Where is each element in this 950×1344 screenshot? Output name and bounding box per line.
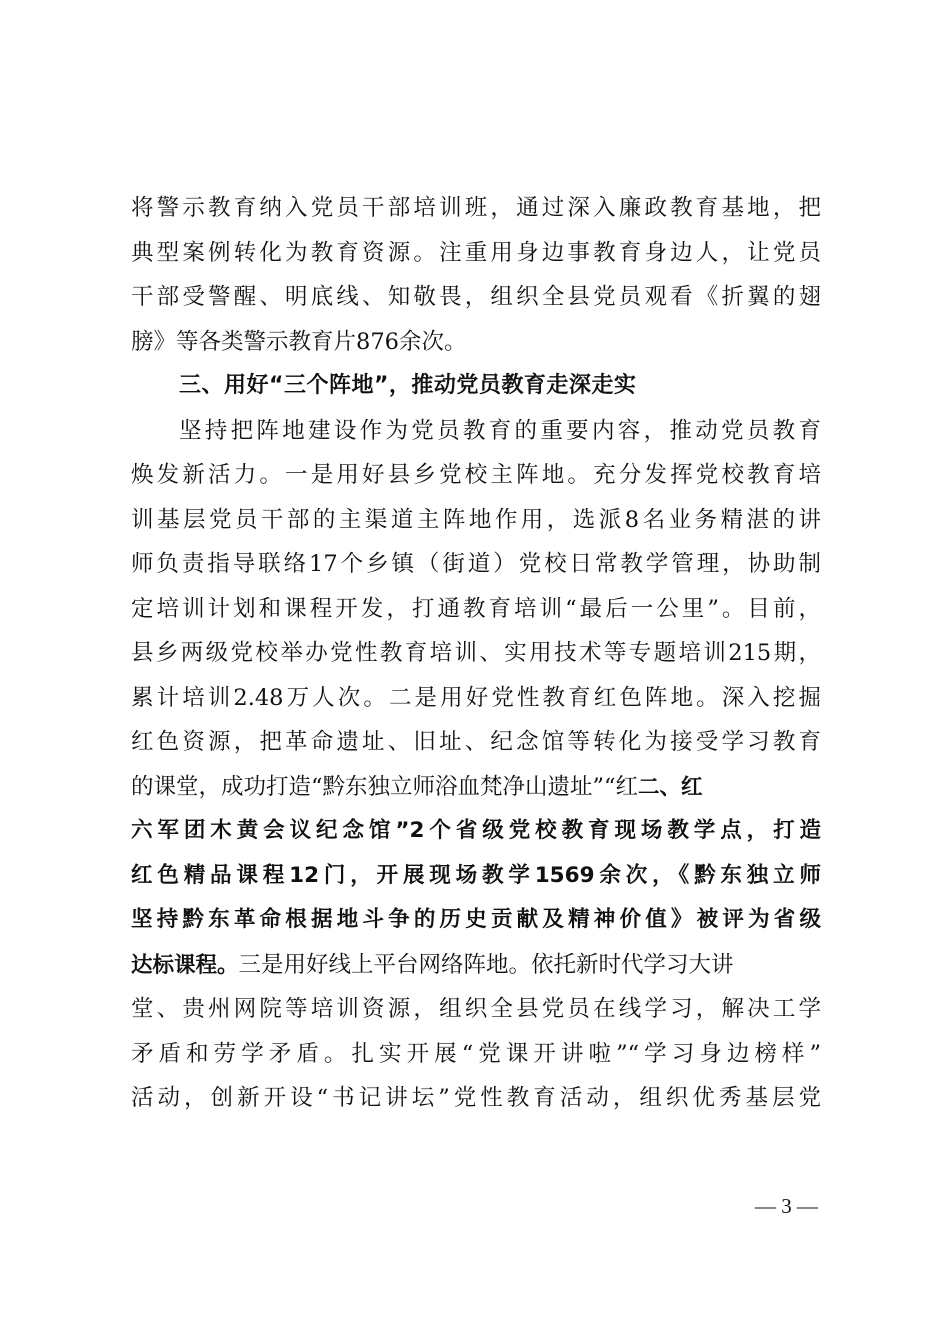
paragraph-line-mixed — [131, 943, 821, 988]
line-normal-segment: 的课堂，成功打造“黔东独立师浴血梵净山遗址”“红 — [131, 773, 639, 800]
section-heading: 三、用好“三个阵地”，推动党员教育走深走实 — [179, 373, 637, 398]
line-normal-segment: 三是用好线上平台网络阵地。依托新时代学习大讲 — [238, 951, 734, 978]
paragraph-line: 定培训计划和课程开发，打通教育培训“最后一公里”。目前， — [131, 595, 821, 622]
line-bold-segment: 二、红 — [638, 774, 703, 800]
page-number: — 3 — — [755, 1194, 818, 1218]
paragraph-line: 活动，创新开设“书记讲坛”党性教育活动，组织优秀基层党 — [131, 1085, 821, 1111]
paragraph-line: 累计培训2.48万人次。二是用好党性教育红色阵地。深入挖掘 — [131, 684, 821, 711]
paragraph-line-bold: 坚持黔东革命根据地斗争的历史贡献及精神价值》被评为省级 — [131, 907, 821, 932]
paragraph-line: 典型案例转化为教育资源。注重用身边事教育身边人，让党员 — [131, 239, 821, 266]
paragraph-line: 干部受警醒、明底线、知敬畏，组织全县党员观看《折翼的翅 — [131, 284, 821, 310]
paragraph-line: 堂、贵州网院等培训资源，组织全县党员在线学习，解决工学 — [131, 996, 821, 1022]
paragraph-line: 师负责指导联络17个乡镇（街道）党校日常教学管理，协助制 — [131, 551, 821, 577]
document-body — [131, 186, 821, 1121]
line-bold-segment: 达标课程。 — [131, 952, 239, 978]
paragraph-line: 将警示教育纳入党员干部培训班，通过深入廉政教育基地，把 — [131, 195, 821, 221]
paragraph-line: 膀》等各类警示教育片876余次。 — [131, 328, 467, 355]
paragraph-line: 训基层党员干部的主渠道主阵地作用，选派8名业务精湛的讲 — [131, 506, 821, 533]
paragraph-line: 红色资源，把革命遗址、旧址、纪念馆等转化为接受学习教育 — [131, 729, 821, 755]
paragraph-line-mixed — [131, 765, 821, 810]
paragraph-line-bold: 六军团木黄会议纪念馆”2个省级党校教育现场教学点，打造 — [131, 818, 821, 843]
paragraph-line-bold: 红色精品课程12门，开展现场教学1569余次，《黔东独立师 — [131, 862, 821, 888]
paragraph-line: 矛盾和劳学矛盾。扎实开展“党课开讲啦”“学习身边榜样” — [131, 1040, 821, 1067]
paragraph-line: 县乡两级党校举办党性教育培训、实用技术等专题培训215期， — [131, 640, 821, 666]
paragraph-line: 坚持把阵地建设作为党员教育的重要内容，推动党员教育 — [179, 417, 821, 444]
paragraph-line: 焕发新活力。一是用好县乡党校主阵地。充分发挥党校教育培 — [131, 462, 821, 488]
